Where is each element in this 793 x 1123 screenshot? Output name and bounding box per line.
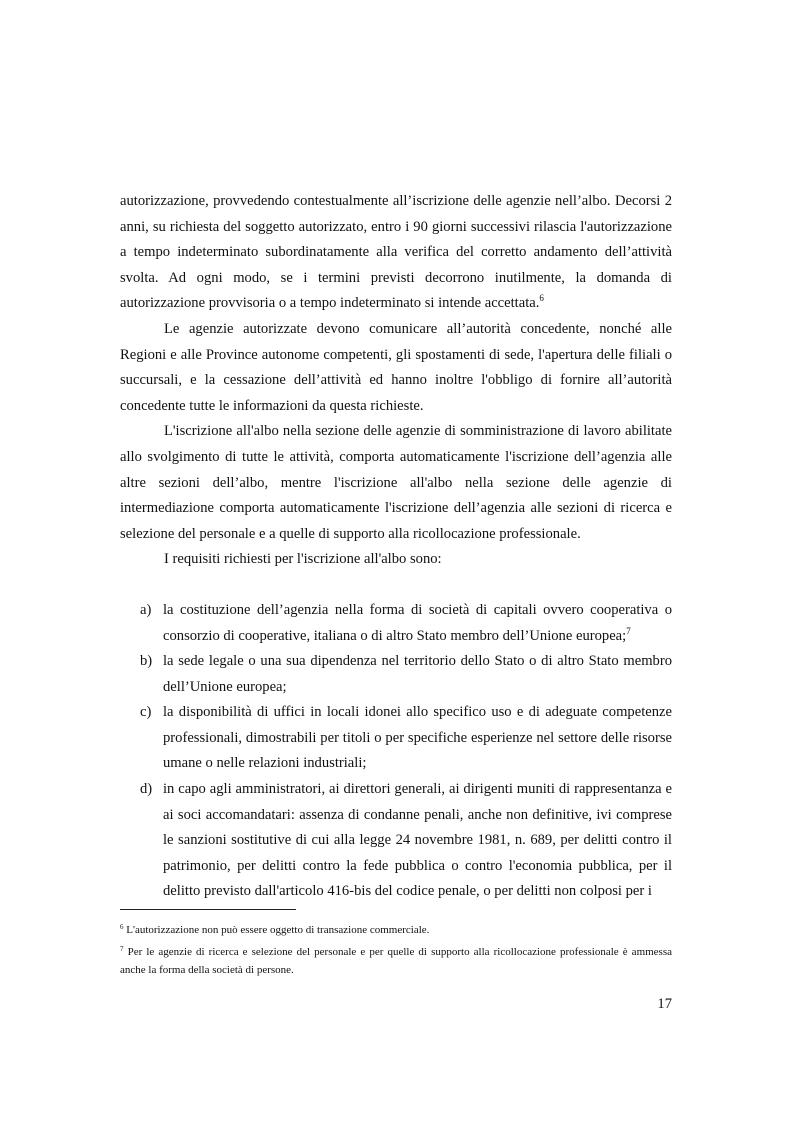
list-marker: d) bbox=[140, 781, 153, 798]
list-marker: c) bbox=[140, 704, 152, 721]
spacer bbox=[120, 573, 672, 598]
list-item bbox=[120, 700, 672, 777]
paragraph-1: autorizzazione, provvedendo contestualmente all’iscrizione delle agenzie nell’albo. Decorsi 2 anni, su richiesta del soggetto autorizzato, entro i 90 giorni successivi rilascia l'autorizzazione a tempo indeterminato subordinatamente alla verifica del corretto andamento dell’attività svolta. Ad ogni modo, se i termini previsti decorrono inutilmente, la domanda di autorizzazione provvisoria o a tempo indeterminato si intende accettata.$^6$ bbox=[120, 193, 672, 312]
main-text bbox=[120, 189, 672, 905]
footnote-ref-7: 7 bbox=[626, 625, 631, 636]
list-item-text: la costituzione dell’agenzia nella forma di società di capitali ovvero cooperativa o consorzio di cooperative, italiana o di altro Stato membro dell’Unione europea; bbox=[163, 601, 672, 644]
list-item-text: la sede legale o una sua dipendenza nel territorio dello Stato o di altro Stato membro dell’Unione europea; bbox=[163, 653, 672, 695]
list-marker: b) bbox=[140, 653, 153, 670]
list-item bbox=[120, 649, 672, 700]
footnote-number: 7 bbox=[120, 945, 124, 953]
footnote-7 bbox=[120, 943, 672, 979]
list-marker: a) bbox=[140, 601, 152, 618]
list-item-text: in capo agli amministratori, ai direttori generali, ai dirigenti muniti di rappresentanza e ai soci accomandatari: assenza di condanne penali, anche non definitive, ivi comprese le sanzioni sostitutive di cui alla legge 24 novembre 1981, n. 689, per delitti contro il patrimonio, per delitti contro la fede pubblica o contro l'economia pubblica, per il delitto previsto dall'articolo 416-bis del codice penale, o per delitti non colposi per i bbox=[163, 781, 672, 900]
page-number: 17 bbox=[657, 996, 672, 1012]
footnotes bbox=[120, 921, 672, 983]
footnote-number: 6 bbox=[120, 923, 124, 931]
paragraph-4: I requisiti richiesti per l'iscrizione all'albo sono: bbox=[164, 551, 442, 568]
footnote-separator bbox=[120, 909, 296, 910]
paragraph-3: L'iscrizione all'albo nella sezione delle agenzie di somministrazione di lavoro abilitate allo svolgimento di tutte le attività, comporta automaticamente l'iscrizione dell’agenzia alle altre sezioni dell’albo, mentre l'iscrizione all'albo nella sezione delle agenzie di intermediazione comporta automaticamente l'iscrizione dell’agenzia alle sezioni di ricerca e selezione del personale e a quelle di supporto alla ricollocazione professionale. bbox=[120, 423, 672, 542]
footnote-text: L'autorizzazione non può essere oggetto di transazione commerciale. bbox=[126, 924, 430, 936]
paragraph-2: Le agenzie autorizzate devono comunicare all’autorità concedente, nonché alle Regioni e alle Province autonome competenti, gli spostamenti di sede, l'apertura delle filiali o succursali, e la cessazione dell’attività ed hanno inoltre l'obbligo di fornire all’autorità concedente tutte le informazioni da questa richieste. bbox=[120, 320, 672, 414]
list-item-text: la disponibilità di uffici in locali idonei allo specifico uso e di adeguate competenze professionali, dimostrabili per titoli o per specifiche esperienze nel settore delle risorse umane o nelle relazioni industriali; bbox=[163, 704, 672, 772]
list-item bbox=[120, 598, 672, 649]
footnote-6 bbox=[120, 921, 672, 939]
requirements-list bbox=[120, 598, 672, 905]
footnote-text: Per le agenzie di ricerca e selezione del personale e per quelle di supporto alla ricollocazione professionale è ammessa anche la forma della società di persone. bbox=[120, 946, 673, 976]
footnote-ref-6: 6 bbox=[539, 293, 544, 304]
list-item bbox=[120, 777, 672, 905]
